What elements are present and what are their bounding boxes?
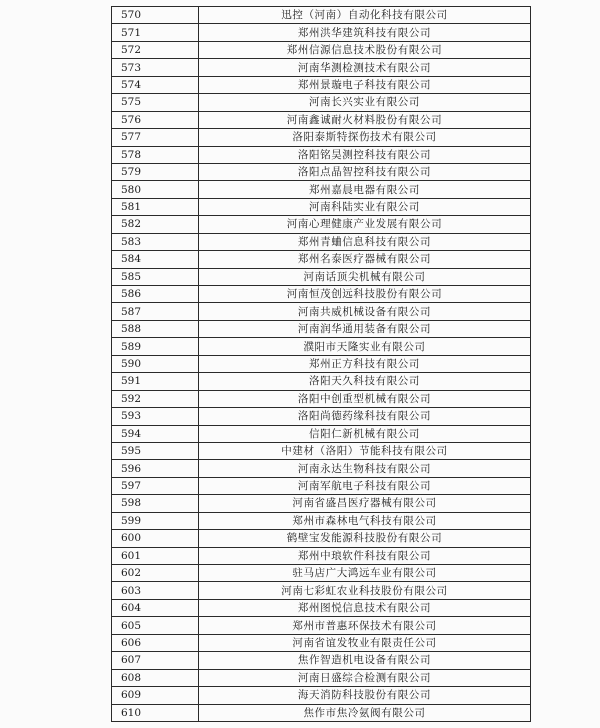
- company-name: 河南七彩虹农业科技股份有限公司: [199, 582, 531, 599]
- company-name: 郑州青蛐信息科技有限公司: [199, 233, 531, 250]
- table-row: [112, 390, 531, 407]
- table-row: [112, 669, 531, 686]
- row-number: 596: [112, 460, 199, 477]
- table-row: [112, 687, 531, 704]
- table-row: [112, 704, 531, 721]
- row-number: 577: [112, 129, 199, 146]
- table-row: [112, 268, 531, 285]
- row-number: 590: [112, 355, 199, 372]
- row-number: 603: [112, 582, 199, 599]
- table-row: [112, 181, 531, 198]
- row-number: 608: [112, 669, 199, 686]
- company-name: 郑州信源信息技术股份有限公司: [199, 41, 531, 58]
- row-number: 592: [112, 390, 199, 407]
- row-number: 609: [112, 687, 199, 704]
- table-row: [112, 547, 531, 564]
- row-number: 591: [112, 373, 199, 390]
- company-name: 郑州洪华建筑科技有限公司: [199, 24, 531, 41]
- company-name: 鹤壁宝发能源科技股份有限公司: [199, 530, 531, 547]
- table-row: [112, 477, 531, 494]
- company-name: 河南省盛昌医疗器械有限公司: [199, 495, 531, 512]
- company-name: 河南华测检测技术有限公司: [199, 59, 531, 76]
- table-row: [112, 41, 531, 58]
- table-row: [112, 425, 531, 442]
- company-name: 驻马店广大鸿远车业有限公司: [199, 565, 531, 582]
- company-name: 河南共威机械设备有限公司: [199, 303, 531, 320]
- row-number: 580: [112, 181, 199, 198]
- row-number: 584: [112, 251, 199, 268]
- company-name: 中建材（洛阳）节能科技有限公司: [199, 442, 531, 459]
- company-name: 河南省谊发牧业有限责任公司: [199, 634, 531, 651]
- row-number: 582: [112, 216, 199, 233]
- row-number: 597: [112, 477, 199, 494]
- row-number: 588: [112, 320, 199, 337]
- row-number: 589: [112, 338, 199, 355]
- row-number: 574: [112, 76, 199, 93]
- row-number: 600: [112, 530, 199, 547]
- company-name: 郑州嘉晨电器有限公司: [199, 181, 531, 198]
- table-row: [112, 565, 531, 582]
- table-row: [112, 59, 531, 76]
- row-number: 602: [112, 565, 199, 582]
- row-number: 575: [112, 94, 199, 111]
- company-name: 洛阳天久科技有限公司: [199, 373, 531, 390]
- company-name: 洛阳泰斯特探伤技术有限公司: [199, 129, 531, 146]
- company-name: 河南话顶尖机械有限公司: [199, 268, 531, 285]
- company-name: 洛阳铭昊测控科技有限公司: [199, 146, 531, 163]
- row-number: 604: [112, 599, 199, 616]
- company-name: 郑州正方科技有限公司: [199, 355, 531, 372]
- table-row: [112, 129, 531, 146]
- table-body: [112, 7, 531, 722]
- table-row: [112, 617, 531, 634]
- table-row: [112, 634, 531, 651]
- company-name: 河南科陆实业有限公司: [199, 198, 531, 215]
- company-name: 郑州景璇电子科技有限公司: [199, 76, 531, 93]
- table-row: [112, 94, 531, 111]
- company-name: 焦作智造机电设备有限公司: [199, 652, 531, 669]
- company-name: 郑州图悦信息技术有限公司: [199, 599, 531, 616]
- table-row: [112, 373, 531, 390]
- row-number: 599: [112, 512, 199, 529]
- table-row: [112, 198, 531, 215]
- table-row: [112, 163, 531, 180]
- company-name: 信阳仁新机械有限公司: [199, 425, 531, 442]
- table-row: [112, 24, 531, 41]
- table-row: [112, 442, 531, 459]
- table-row: [112, 582, 531, 599]
- row-number: 573: [112, 59, 199, 76]
- company-name: 海天消防科技股份有限公司: [199, 687, 531, 704]
- row-number: 571: [112, 24, 199, 41]
- row-number: 578: [112, 146, 199, 163]
- table-row: [112, 233, 531, 250]
- table-row: [112, 251, 531, 268]
- row-number: 601: [112, 547, 199, 564]
- row-number: 607: [112, 652, 199, 669]
- row-number: 594: [112, 425, 199, 442]
- table-row: [112, 76, 531, 93]
- company-name: 河南军航电子科技有限公司: [199, 477, 531, 494]
- table-row: [112, 303, 531, 320]
- row-number: 605: [112, 617, 199, 634]
- row-number: 610: [112, 704, 199, 721]
- table-row: [112, 7, 531, 24]
- table-row: [112, 512, 531, 529]
- company-name: 濮阳市天隆实业有限公司: [199, 338, 531, 355]
- row-number: 598: [112, 495, 199, 512]
- company-name: 迅控（河南）自动化科技有限公司: [199, 7, 531, 24]
- table-row: [112, 146, 531, 163]
- company-name: 河南日盛综合检测有限公司: [199, 669, 531, 686]
- table-row: [112, 495, 531, 512]
- table-row: [112, 216, 531, 233]
- table-row: [112, 460, 531, 477]
- table-row: [112, 338, 531, 355]
- company-name: 郑州中琅软件科技有限公司: [199, 547, 531, 564]
- table-row: [112, 286, 531, 303]
- row-number: 593: [112, 408, 199, 425]
- row-number: 587: [112, 303, 199, 320]
- company-name: 焦作市焦冷氨阀有限公司: [199, 704, 531, 721]
- row-number: 583: [112, 233, 199, 250]
- row-number: 581: [112, 198, 199, 215]
- company-name: 河南长兴实业有限公司: [199, 94, 531, 111]
- company-name: 郑州市森林电气科技有限公司: [199, 512, 531, 529]
- table-row: [112, 111, 531, 128]
- company-name: 洛阳中创重型机械有限公司: [199, 390, 531, 407]
- company-name: 郑州名泰医疗器械有限公司: [199, 251, 531, 268]
- company-name: 河南永达生物科技有限公司: [199, 460, 531, 477]
- table-row: [112, 355, 531, 372]
- row-number: 606: [112, 634, 199, 651]
- company-list-table: [111, 6, 531, 722]
- company-name: 河南润华通用装备有限公司: [199, 320, 531, 337]
- row-number: 595: [112, 442, 199, 459]
- row-number: 585: [112, 268, 199, 285]
- row-number: 570: [112, 7, 199, 24]
- table-row: [112, 652, 531, 669]
- company-name: 河南心理健康产业发展有限公司: [199, 216, 531, 233]
- company-name: 洛阳尚德药缘科技有限公司: [199, 408, 531, 425]
- table-row: [112, 320, 531, 337]
- company-name: 洛阳点晶智控科技有限公司: [199, 163, 531, 180]
- table-row: [112, 408, 531, 425]
- company-name: 河南恒茂创远科技股份有限公司: [199, 286, 531, 303]
- company-name: 河南鑫诚耐火材料股份有限公司: [199, 111, 531, 128]
- row-number: 576: [112, 111, 199, 128]
- row-number: 572: [112, 41, 199, 58]
- row-number: 579: [112, 163, 199, 180]
- company-name: 郑州市普惠环保技术有限公司: [199, 617, 531, 634]
- row-number: 586: [112, 286, 199, 303]
- table-row: [112, 530, 531, 547]
- table-row: [112, 599, 531, 616]
